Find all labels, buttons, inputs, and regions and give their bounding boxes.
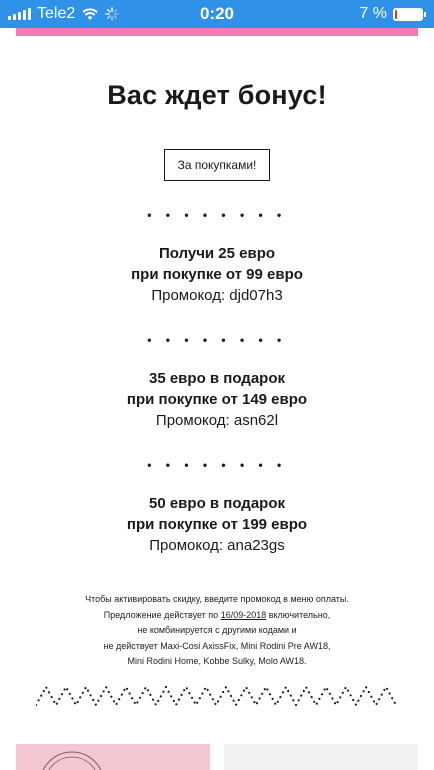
zigzag-dot bbox=[246, 687, 248, 689]
zigzag-dot bbox=[373, 700, 375, 702]
zigzag-dot bbox=[79, 696, 81, 698]
zigzag-dot bbox=[61, 693, 63, 695]
zigzag-dot bbox=[160, 695, 162, 697]
battery-tip bbox=[424, 12, 426, 17]
zigzag-dot bbox=[36, 704, 37, 706]
zigzag-dot bbox=[103, 690, 105, 692]
zigzag-dot bbox=[368, 691, 370, 693]
zigzag-dot bbox=[64, 688, 66, 690]
zigzag-dot bbox=[248, 692, 250, 694]
zigzag-dot bbox=[352, 699, 354, 701]
zigzag-dot bbox=[168, 691, 170, 693]
zigzag-dot bbox=[313, 701, 315, 703]
zigzag-dot bbox=[222, 691, 224, 693]
battery-percent: 7 % bbox=[359, 5, 387, 22]
zigzag-dot bbox=[209, 694, 211, 696]
zigzag-dot bbox=[326, 688, 328, 690]
promo-code: Промокод: asn62l bbox=[155, 412, 279, 429]
zigzag-dot bbox=[214, 703, 216, 705]
zigzag-dot bbox=[204, 688, 206, 690]
offer-title: 35 евро в подарок bbox=[148, 370, 286, 387]
promo-card-left[interactable] bbox=[16, 744, 210, 770]
zigzag-dot bbox=[355, 704, 357, 706]
zigzag-dot bbox=[71, 697, 73, 699]
zigzag-dot bbox=[240, 694, 242, 696]
terms-line: Mini Rodini Home, Kobbe Sulky, Molo AW18. bbox=[127, 656, 307, 666]
offer-condition: при покупке от 99 евро bbox=[131, 266, 303, 283]
zigzag-dot bbox=[100, 695, 102, 697]
status-right bbox=[359, 0, 426, 28]
zigzag-dot bbox=[84, 687, 86, 689]
divider-dots: • • • • • • • • bbox=[147, 208, 287, 222]
divider-dots: • • • • • • • • bbox=[147, 333, 287, 347]
zigzag-dot bbox=[383, 689, 385, 691]
zigzag-dot bbox=[38, 699, 40, 701]
zigzag-dot bbox=[105, 686, 107, 688]
offer-1 bbox=[16, 243, 418, 306]
zigzag-dot bbox=[173, 700, 175, 702]
offer-condition: при покупке от 149 евро bbox=[126, 391, 308, 408]
zigzag-dot bbox=[183, 689, 185, 691]
zigzag-dot bbox=[324, 688, 326, 690]
zigzag-dot bbox=[264, 688, 266, 690]
zigzag-dot bbox=[311, 696, 313, 698]
zigzag-dot bbox=[147, 689, 149, 691]
zigzag-dot bbox=[308, 691, 310, 693]
battery-icon bbox=[393, 8, 423, 21]
zigzag-dot bbox=[261, 693, 263, 695]
zigzag-dot bbox=[370, 696, 372, 698]
header-accent-bar bbox=[16, 28, 418, 36]
zigzag-dot bbox=[118, 698, 120, 700]
zigzag-dot bbox=[235, 704, 237, 706]
offer-2 bbox=[16, 368, 418, 431]
zigzag-dot bbox=[269, 693, 271, 695]
zigzag-dot bbox=[121, 694, 123, 696]
zigzag-dot bbox=[282, 691, 284, 693]
terms-text-part: включительно, bbox=[266, 609, 331, 620]
zigzag-dot bbox=[90, 694, 92, 696]
zigzag-dot bbox=[56, 703, 58, 705]
zigzag-dot bbox=[142, 692, 144, 694]
zigzag-dot bbox=[350, 694, 352, 696]
zigzag-dot bbox=[69, 693, 71, 695]
terms-text bbox=[16, 592, 418, 670]
zigzag-dot bbox=[360, 695, 362, 697]
zigzag-dot bbox=[285, 687, 287, 689]
divider-dots: • • • • • • • • bbox=[147, 458, 287, 472]
zigzag-dot bbox=[347, 690, 349, 692]
zigzag-dot bbox=[51, 696, 53, 698]
zigzag-dot bbox=[230, 695, 232, 697]
zigzag-dot bbox=[149, 694, 151, 696]
zigzag-dot bbox=[82, 692, 84, 694]
zigzag-dot bbox=[253, 701, 255, 703]
zigzag-dot bbox=[144, 687, 146, 689]
zigzag-dot bbox=[303, 690, 305, 692]
zigzag-dot bbox=[162, 691, 164, 693]
zigzag-dot bbox=[259, 697, 261, 699]
shop-button[interactable]: За покупками! bbox=[164, 149, 271, 181]
zigzag-dot bbox=[344, 687, 346, 689]
zigzag-dot bbox=[48, 691, 50, 693]
zigzag-dot bbox=[139, 697, 141, 699]
zigzag-dots-divider bbox=[36, 685, 398, 707]
zigzag-dot bbox=[113, 700, 115, 702]
zigzag-dot bbox=[274, 703, 276, 705]
zigzag-dot bbox=[220, 696, 222, 698]
zigzag-dot bbox=[394, 702, 396, 704]
zigzag-dot bbox=[290, 695, 292, 697]
zigzag-dot bbox=[225, 686, 227, 688]
zigzag-dot bbox=[386, 688, 388, 690]
zigzag-dot bbox=[116, 703, 118, 705]
zigzag-dot bbox=[110, 696, 112, 698]
zigzag-dot bbox=[337, 701, 339, 703]
zigzag-dot bbox=[272, 698, 274, 700]
zigzag-dot bbox=[181, 694, 183, 696]
headline: Вас ждет бонус! bbox=[107, 80, 327, 110]
zigzag-dot bbox=[342, 692, 344, 694]
clock: 0:20 bbox=[199, 4, 235, 23]
terms-text-part: Предложение действует по bbox=[103, 609, 221, 620]
zigzag-dot bbox=[243, 690, 245, 692]
status-bar bbox=[0, 0, 434, 28]
zigzag-dot bbox=[357, 700, 359, 702]
zigzag-dot bbox=[279, 696, 281, 698]
zigzag-dot bbox=[251, 696, 253, 698]
zigzag-dot bbox=[87, 690, 89, 692]
terms-line: не комбинируется с другими кодами и bbox=[137, 625, 297, 635]
zigzag-dot bbox=[295, 704, 297, 706]
zigzag-dot bbox=[207, 689, 209, 691]
zigzag-dot bbox=[339, 696, 341, 698]
zigzag-dot bbox=[329, 693, 331, 695]
zigzag-dot bbox=[108, 691, 110, 693]
zigzag-dot bbox=[363, 690, 365, 692]
zigzag-dot bbox=[266, 688, 268, 690]
battery-level bbox=[395, 10, 397, 19]
zigzag-dot bbox=[66, 688, 68, 690]
carrier-name: Tele2 bbox=[37, 5, 76, 22]
promo-card-right[interactable] bbox=[224, 744, 418, 770]
zigzag-dot bbox=[129, 692, 131, 694]
zigzag-dot bbox=[175, 703, 177, 705]
zigzag-dot bbox=[58, 698, 60, 700]
zigzag-dot bbox=[95, 704, 97, 706]
promo-code: Промокод: djd07h3 bbox=[151, 287, 283, 304]
zigzag-dot bbox=[186, 687, 188, 689]
offer-3 bbox=[16, 493, 418, 556]
zigzag-dot bbox=[298, 699, 300, 701]
zigzag-dot bbox=[74, 702, 76, 704]
zigzag-dot bbox=[188, 692, 190, 694]
zigzag-dot bbox=[45, 687, 47, 689]
zigzag-dot bbox=[77, 701, 79, 703]
zigzag-dot bbox=[212, 698, 214, 700]
zigzag-dot bbox=[199, 697, 201, 699]
zigzag-dot bbox=[157, 700, 159, 702]
zigzag-dot bbox=[316, 703, 318, 705]
promo-code: Промокод: ana23gs bbox=[149, 537, 285, 554]
zigzag-dot bbox=[334, 702, 336, 704]
zigzag-dot bbox=[292, 699, 294, 701]
zigzag-dot bbox=[123, 689, 125, 691]
zigzag-dot bbox=[191, 697, 193, 699]
zigzag-dot bbox=[194, 701, 196, 703]
zigzag-dot bbox=[152, 699, 154, 701]
zigzag-dot bbox=[331, 697, 333, 699]
zigzag-dot bbox=[170, 695, 172, 697]
zigzag-dot bbox=[376, 703, 378, 705]
terms-line: не действует Maxi-Cosi AxissFix, Mini Rodini Pre AW18, bbox=[103, 640, 331, 651]
zigzag-dot bbox=[389, 692, 391, 694]
terms-line bbox=[16, 608, 418, 624]
zigzag-dot bbox=[131, 697, 133, 699]
zigzag-dot bbox=[300, 695, 302, 697]
zigzag-dot bbox=[178, 699, 180, 701]
email-body bbox=[16, 36, 418, 670]
zigzag-dot bbox=[305, 687, 307, 689]
offer-title: 50 евро в подарок bbox=[148, 495, 286, 512]
zigzag-dot bbox=[318, 698, 320, 700]
offer-title: Получи 25 евро bbox=[158, 245, 276, 262]
zigzag-dot bbox=[40, 695, 42, 697]
zigzag-dot bbox=[134, 702, 136, 704]
zigzag-dot bbox=[126, 688, 128, 690]
date-link[interactable]: 16/09-2018 bbox=[220, 609, 267, 620]
zigzag-dot bbox=[365, 686, 367, 688]
zigzag-dot bbox=[43, 690, 45, 692]
zigzag-dot bbox=[53, 701, 55, 703]
zigzag-dot bbox=[277, 701, 279, 703]
zigzag-dot bbox=[196, 702, 198, 704]
zigzag-dot bbox=[287, 690, 289, 692]
zigzag-dot bbox=[238, 699, 240, 701]
zigzag-dot bbox=[227, 690, 229, 692]
zigzag-dot bbox=[321, 693, 323, 695]
offer-condition: при покупке от 199 евро bbox=[126, 516, 308, 533]
zigzag-dot bbox=[155, 703, 157, 705]
zigzag-dot bbox=[233, 700, 235, 702]
zigzag-dot bbox=[165, 686, 167, 688]
zigzag-dot bbox=[391, 697, 393, 699]
zigzag-dot bbox=[201, 692, 203, 694]
stamp-logo-icon bbox=[16, 744, 210, 770]
zigzag-dot bbox=[256, 702, 258, 704]
terms-line: Чтобы активировать скидку, введите промокод в меню оплаты. bbox=[85, 594, 349, 604]
zigzag-dot bbox=[136, 701, 138, 703]
zigzag-dot bbox=[217, 700, 219, 702]
zigzag-dot bbox=[97, 700, 99, 702]
zigzag-dot bbox=[381, 694, 383, 696]
zigzag-dot bbox=[92, 699, 94, 701]
zigzag-dot bbox=[378, 698, 380, 700]
